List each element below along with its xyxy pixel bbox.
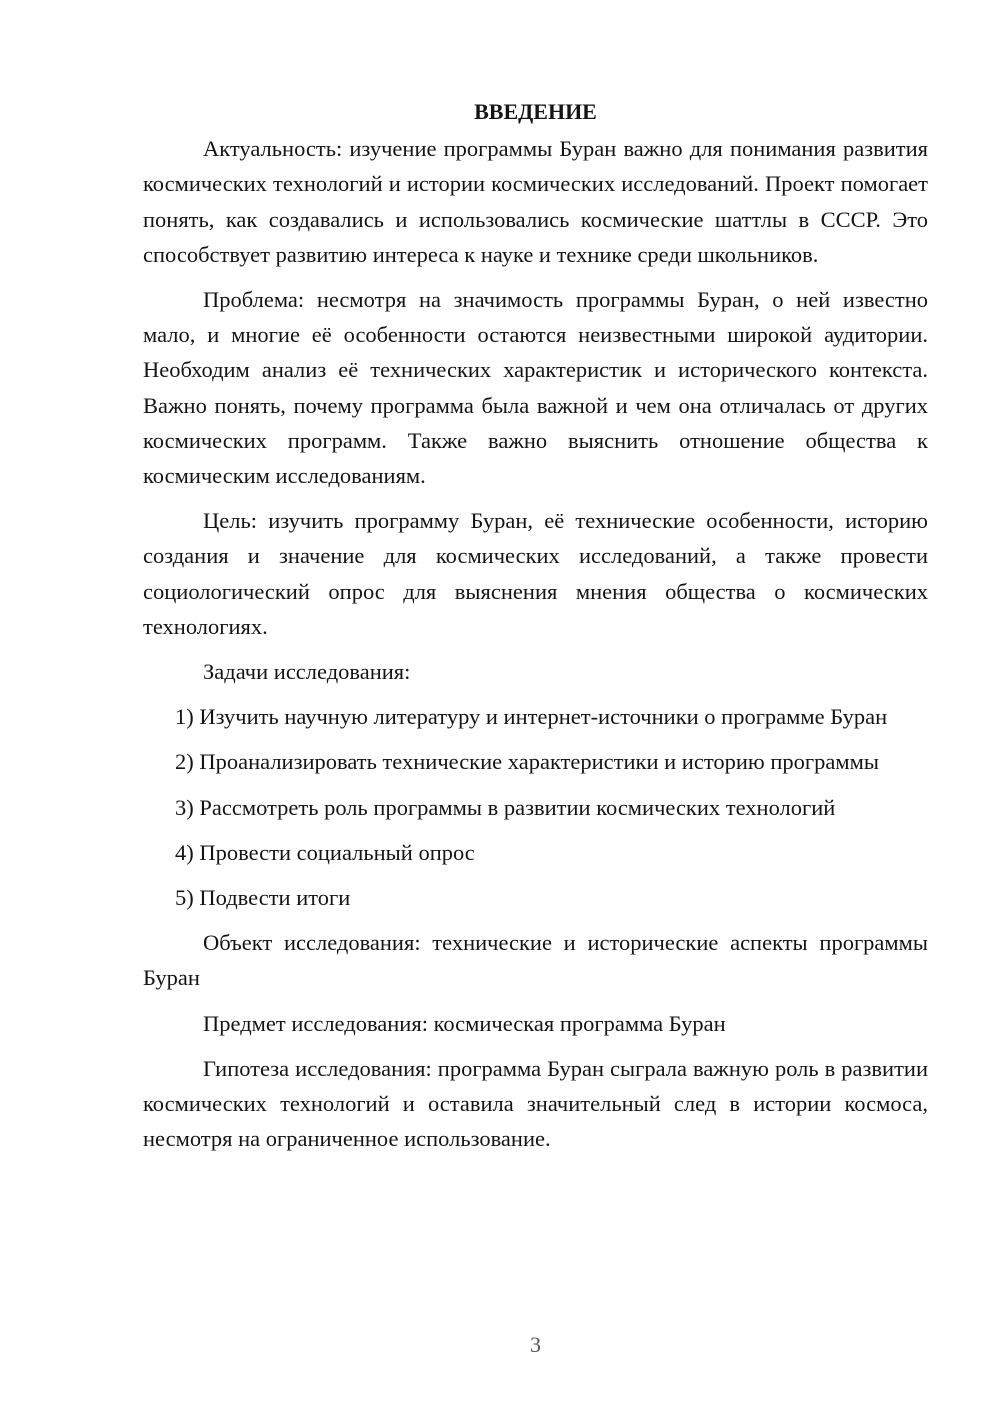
task-item-5: 5) Подвести итоги [175, 885, 351, 911]
hypothesis-paragraph: Гипотеза исследования: программа Буран сыграла важную роль в развитии космических технологий и оставила значительный след в истории космоса, несмотря на ограниченное использование. [143, 1055, 928, 1152]
object-paragraph: Объект исследования: технические и исторические аспекты программы Буран [143, 930, 928, 991]
section-title: ВВЕДЕНИЕ [474, 99, 597, 124]
goal-paragraph: Цель: изучить программу Буран, её технические особенности, историю создания и значение для космических исследований, а также провести социологический опрос для выяснения мнения общества о космических технологиях. [143, 508, 928, 639]
subject-paragraph: Предмет исследования: космическая программа Буран [203, 1010, 726, 1036]
page-number: 3 [530, 1332, 541, 1357]
task-item-1: 1) Изучить научную литературу и интернет-источники о программе Буран [175, 704, 888, 730]
task-item-3: 3) Рассмотреть роль программы в развитии космических технологий [175, 794, 836, 820]
tasks-heading: Задачи исследования: [203, 659, 411, 685]
task-item-4: 4) Провести социальный опрос [175, 839, 475, 865]
relevance-paragraph: Актуальность: изучение программы Буран важно для понимания развития космических технологий и истории космических исследований. Проект помогает понять, как создавались и использовались космические шаттлы в СССР. Это способствует развитию интереса к науке и технике среди школьников. [143, 136, 928, 267]
problem-paragraph: Проблема: несмотря на значимость программы Буран, о ней известно мало, и многие её особенности остаются неизвестными широкой аудитории. Необходим анализ её технических характеристик и исторического контекста. Важно понять, почему программа была важной и чем она отличалась от других космических программ. Также важно выяснить отношение общества к космическим исследованиям. [143, 287, 928, 489]
page-content [143, 94, 928, 1166]
task-item-2: 2) Проанализировать технические характеристики и историю программы [175, 749, 879, 775]
